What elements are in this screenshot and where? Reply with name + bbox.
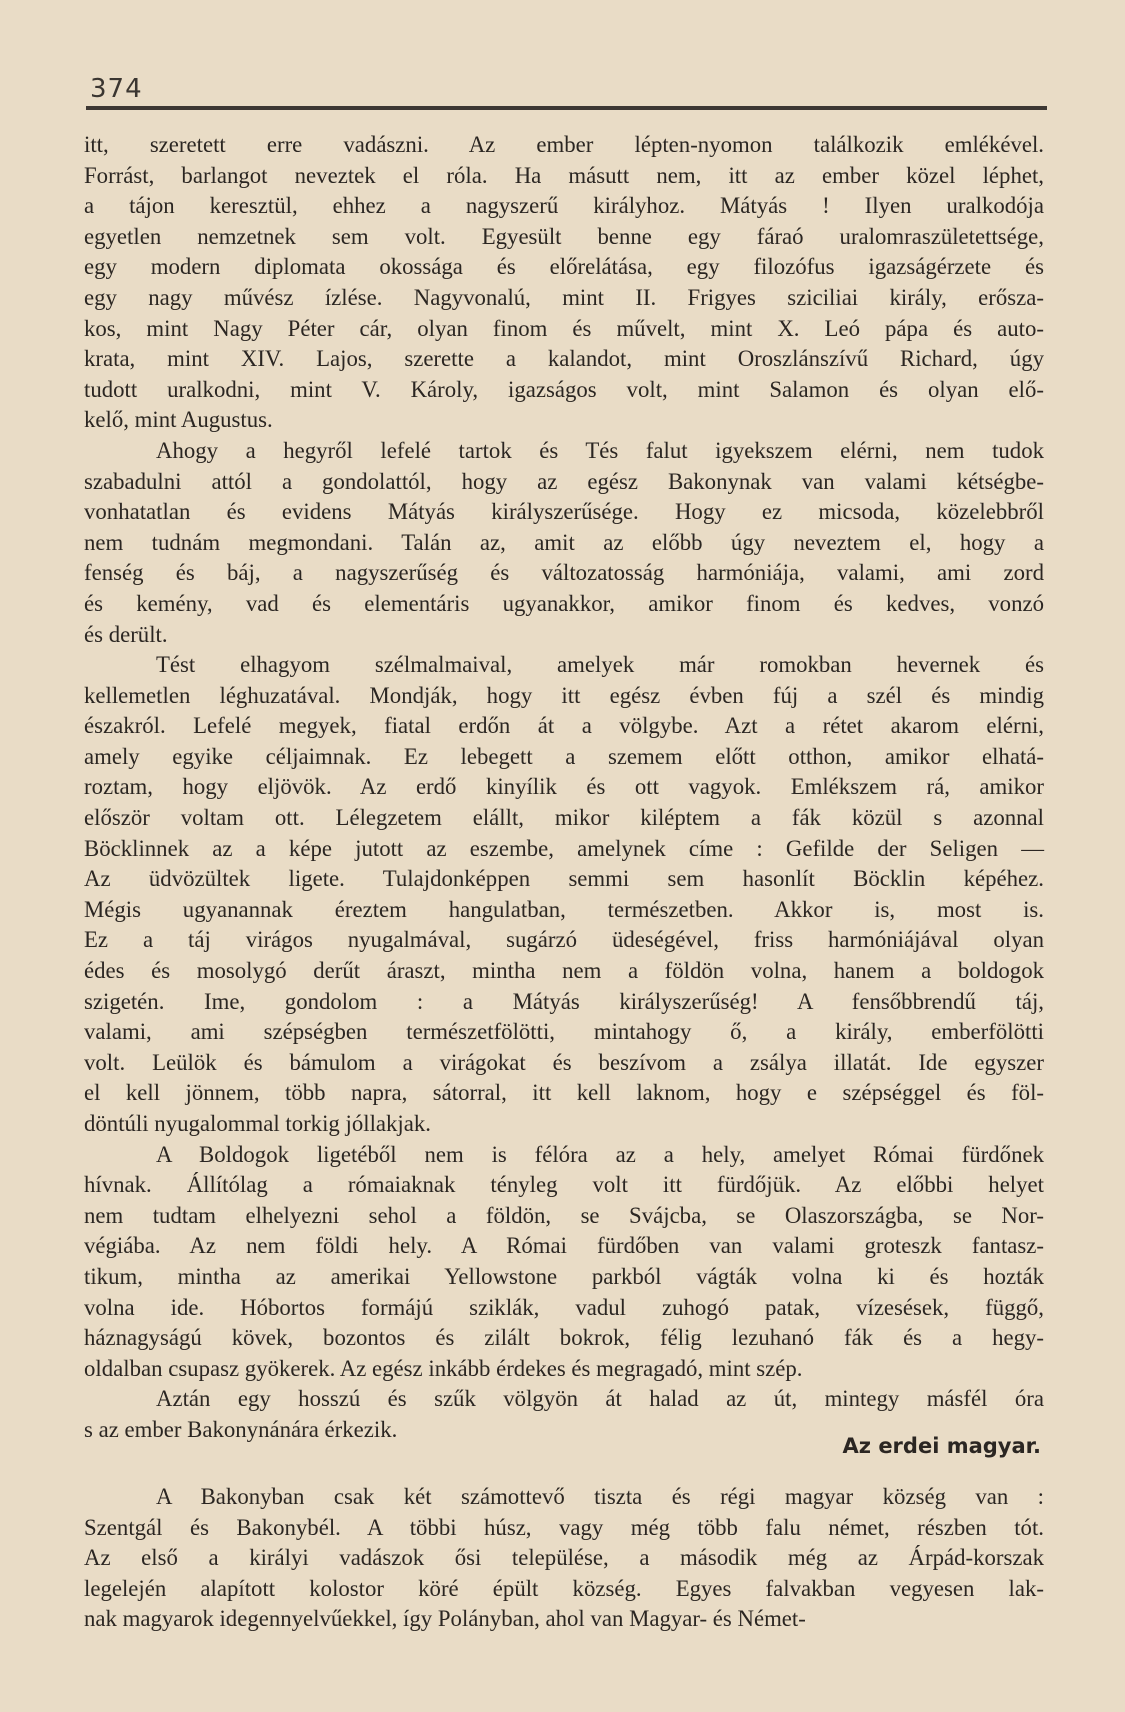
text-line: végiába. Az nem földi hely. A Római fürdőben van valami groteszk fantasz- [84, 1233, 1044, 1259]
paragraph [84, 130, 1044, 436]
text-line: roztam, hogy eljövök. Az erdő kinyílik és ott vagyok. Emlékszem rá, amikor [84, 774, 1044, 800]
text-line: egy nagy művész ízlése. Nagyvonalú, mint II. Frigyes sziciliai király, erősza- [84, 284, 1044, 310]
text-line: édes és mosolygó derűt áraszt, mintha nem a földön volna, hanem a boldogok [84, 958, 1044, 984]
text-line: egyetlen nemzetnek sem volt. Egyesült benne egy fáraó uralomraszületettsége, [84, 223, 1044, 249]
text-line: és kemény, vad és elementáris ugyanakkor, amikor finom és kedves, vonzó [84, 590, 1044, 616]
text-line: Böcklinnek az a képe jutott az eszembe, amelynek címe : Gefilde der Seligen — [84, 835, 1044, 861]
page-number: 374 [90, 74, 143, 104]
text-line: szigetén. Ime, gondolom : a Mátyás királyszerűség! A fensőbbrendű táj, [84, 988, 1044, 1014]
text-line: volt. Leülök és bámulom a virágokat és beszívom a zsálya illatát. Ide egyszer [84, 1049, 1044, 1075]
text-line: Az első a királyi vadászok ősi települése, a második még az Árpád-korszak [84, 1545, 1044, 1571]
section-heading: Az erdei magyar. [842, 1434, 1041, 1458]
text-line: itt, szeretett erre vadászni. Az ember lépten-nyomon találkozik emlékével. [84, 132, 1044, 157]
text-line: nak magyarok idegennyelvűekkel, így Polányban, ahol van Magyar- és Német- [84, 1606, 806, 1632]
text-line: oldalban csupasz gyökerek. Az egész inkább érdekes és megragadó, mint szép. [84, 1355, 803, 1381]
text-line: kellemetlen léghuzatával. Mondják, hogy itt egész évben fúj a szél és mindig [84, 682, 1044, 708]
body-text-after-heading [84, 1482, 1044, 1635]
text-line: volna ide. Hóbortos formájú sziklák, vadul zuhogó patak, vízesések, függő, [84, 1294, 1044, 1320]
text-line: először voltam ott. Lélegzetem elállt, mikor kiléptem a fák közül s azonnal [84, 805, 1044, 831]
text-line: a tájon keresztül, ehhez a nagyszerű királyhoz. Mátyás ! Ilyen uralkodója [84, 193, 1044, 219]
text-line: nem tudnám megmondani. Talán az, amit az előbb úgy neveztem el, hogy a [84, 529, 1044, 555]
text-line: Ez a táj virágos nyugalmával, sugárzó üdeségével, friss harmóniájával olyan [84, 927, 1044, 953]
header-rule [86, 106, 1047, 110]
text-line: valami, ami szépségben természetfölötti, mintahogy ő, a király, emberfölötti [84, 1019, 1044, 1045]
text-line: Ahogy a hegyről lefelé tartok és Tés falut igyekszem elérni, nem tudok [156, 437, 1044, 463]
text-line: A Boldogok ligetéből nem is félóra az a hely, amelyet Római fürdőnek [156, 1141, 1044, 1167]
text-line: vonhatatlan és evidens Mátyás királyszerűsége. Hogy ez micsoda, közelebbről [84, 499, 1044, 525]
text-line: északról. Lefelé megyek, fiatal erdőn át a völgybe. Azt a rétet akarom elérni, [84, 713, 1044, 739]
text-line: Szentgál és Bakonybél. A többi húsz, vagy még több falu német, részben tót. [84, 1514, 1044, 1540]
text-line: és derült. [84, 621, 168, 647]
paragraph [84, 1140, 1044, 1385]
text-line: s az ember Bakonynánára érkezik. [84, 1416, 398, 1442]
text-line: kos, mint Nagy Péter cár, olyan finom és művelt, mint X. Leó pápa és auto- [84, 315, 1044, 341]
text-line: Az üdvözültek ligete. Tulajdonképpen semmi sem hasonlít Böcklin képéhez. [84, 866, 1044, 892]
paragraph [84, 650, 1044, 1140]
text-line: kelő, mint Augustus. [84, 407, 273, 433]
paragraph [84, 436, 1044, 650]
text-line: krata, mint XIV. Lajos, szerette a kalandot, mint Oroszlánszívű Richard, úgy [84, 346, 1044, 372]
text-line: Forrást, barlangot neveztek el róla. Ha másutt nem, itt az ember közel léphet, [84, 162, 1044, 188]
text-line: nem tudtam elhelyezni sehol a földön, se Svájcba, se Olaszországba, se Nor- [84, 1202, 1044, 1228]
body-text [84, 130, 1044, 1446]
text-line: Mégis ugyanannak éreztem hangulatban, természetben. Akkor is, most is. [84, 896, 1044, 922]
text-line: A Bakonyban csak két számottevő tiszta és régi magyar község van : [156, 1484, 1044, 1509]
text-line: tudott uralkodni, mint V. Károly, igazságos volt, mint Salamon és olyan elő- [84, 376, 1044, 402]
text-line: tikum, mintha az amerikai Yellowstone parkból vágták volna ki és hozták [84, 1263, 1044, 1289]
text-line: el kell jönnem, több napra, sátorral, itt kell laknom, hogy e szépséggel és föl- [84, 1080, 1044, 1106]
paragraph [84, 1482, 1044, 1635]
text-line: döntúli nyugalommal torkig jóllakjak. [84, 1111, 431, 1136]
text-line: fenség és báj, a nagyszerűség és változatosság harmóniája, valami, ami zord [84, 560, 1044, 586]
text-line: egy modern diplomata okossága és előrelátása, egy filozófus igazságérzete és [84, 254, 1044, 280]
text-line: Aztán egy hosszú és szűk völgyön át halad az út, mintegy másfél óra [156, 1386, 1044, 1412]
text-line: szabadulni attól a gondolattól, hogy az egész Bakonynak van valami kétségbe- [84, 468, 1044, 494]
text-line: háznagyságú kövek, bozontos és zilált bokrok, félig lezuhanó fák és a hegy- [84, 1325, 1044, 1351]
text-line: amely egyike céljaimnak. Ez lebegett a szemem előtt otthon, amikor elhatá- [84, 743, 1044, 769]
text-line: Tést elhagyom szélmalmaival, amelyek már romokban hevernek és [156, 652, 1044, 678]
text-line: legelején alapított kolostor köré épült község. Egyes falvakban vegyesen lak- [84, 1575, 1044, 1601]
text-line: hívnak. Állítólag a rómaiaknak tényleg volt itt fürdőjük. Az előbbi helyet [84, 1172, 1044, 1198]
